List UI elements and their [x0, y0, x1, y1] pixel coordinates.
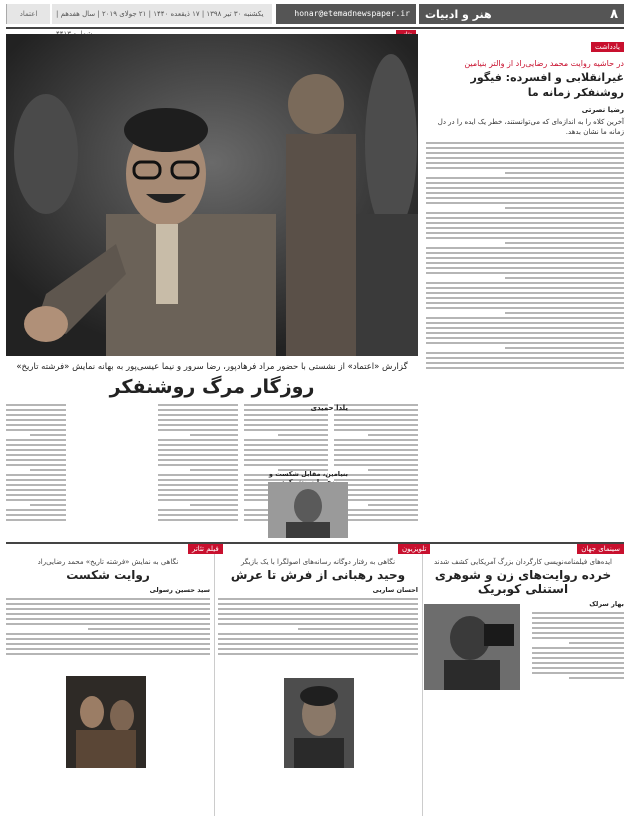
text-line	[426, 257, 624, 259]
text-line	[334, 439, 418, 441]
text-line	[532, 657, 624, 659]
stage-photo	[66, 676, 146, 768]
text-line	[532, 612, 624, 614]
text-line	[190, 469, 238, 471]
header-rule	[6, 27, 624, 29]
text-line	[218, 623, 418, 625]
text-line	[244, 429, 328, 431]
text-line	[6, 519, 66, 521]
text-line	[426, 292, 624, 294]
main-story-subhead: گزارش «اعتماد» از نشستی با حضور مراد فرهادپور، رضا سرور و نیما عیسی‌پور به بهانه نمایش «فرشته تاریخ»	[16, 362, 408, 372]
bottom-story-2-author: احسان ساربی	[372, 586, 418, 594]
bottom-story-2	[218, 548, 418, 655]
text-line	[218, 613, 418, 615]
author-photo	[268, 482, 348, 538]
page-number: ۸	[610, 6, 618, 22]
bottom-rule	[6, 542, 624, 544]
text-line	[158, 474, 238, 476]
text-line	[6, 643, 210, 645]
text-line	[6, 494, 66, 496]
story-column-3	[158, 404, 238, 538]
bottom-story-1-tag: سینمای جهان	[577, 544, 624, 554]
text-line	[6, 424, 66, 426]
actor-photo	[284, 678, 354, 768]
text-line	[426, 337, 624, 339]
site-email[interactable]: honar@etemadnewspaper.ir	[276, 4, 416, 24]
text-line	[6, 444, 66, 446]
main-story-body	[6, 404, 418, 538]
text-line	[218, 643, 418, 645]
text-line	[426, 332, 624, 334]
text-line	[334, 444, 418, 446]
text-line	[6, 648, 210, 650]
text-line	[6, 459, 66, 461]
text-line	[6, 414, 66, 416]
text-line	[532, 637, 624, 639]
text-line	[158, 439, 238, 441]
right-column-title[interactable]: غیرانقلابی و افسرده: فیگور روشنفکر زمانه ما	[470, 71, 624, 99]
text-line	[426, 197, 624, 199]
bottom-story-1-author: بهار سرلک	[589, 600, 624, 608]
text-line	[426, 307, 624, 309]
text-line	[158, 424, 238, 426]
text-line	[426, 147, 624, 149]
text-line	[426, 297, 624, 299]
text-line	[426, 187, 624, 189]
text-line	[6, 598, 210, 600]
text-line	[30, 504, 66, 506]
text-line	[244, 449, 328, 451]
main-story-byline: یلدا حمیدی	[310, 404, 348, 412]
text-line	[6, 404, 66, 406]
text-line	[426, 362, 624, 364]
text-line	[218, 633, 418, 635]
text-line	[426, 142, 624, 144]
text-line	[505, 312, 624, 314]
bottom-story-1-body	[532, 612, 624, 679]
text-line	[158, 409, 238, 411]
text-line	[158, 479, 238, 481]
text-line	[426, 342, 624, 344]
text-line	[426, 262, 624, 264]
text-line	[426, 282, 624, 284]
text-line	[6, 449, 66, 451]
text-line	[505, 347, 624, 349]
text-line	[334, 424, 418, 426]
text-line	[6, 429, 66, 431]
text-line	[6, 489, 66, 491]
text-line	[6, 484, 66, 486]
right-column-body	[426, 142, 624, 369]
page-header	[6, 4, 624, 24]
text-line	[426, 357, 624, 359]
text-line	[298, 628, 418, 630]
text-line	[6, 419, 66, 421]
text-line	[426, 182, 624, 184]
text-line	[426, 177, 624, 179]
text-line	[6, 608, 210, 610]
text-line	[368, 469, 418, 471]
text-line	[30, 434, 66, 436]
text-line	[158, 459, 238, 461]
text-line	[368, 434, 418, 436]
text-line	[244, 444, 328, 446]
bottom-story-2-body	[218, 598, 418, 655]
text-line	[158, 499, 238, 501]
text-line	[426, 272, 624, 274]
right-column-kicker: در حاشیه روایت محمد رضایی‌راد از والتر بنیامین	[464, 59, 624, 68]
text-line	[6, 613, 210, 615]
section-title: هنر و ادبیات	[425, 7, 492, 21]
text-line	[244, 439, 328, 441]
column-divider	[214, 548, 215, 816]
text-line	[6, 409, 66, 411]
text-line	[30, 469, 66, 471]
text-line	[6, 623, 210, 625]
section-header	[419, 4, 624, 24]
newspaper-logo: اعتماد	[6, 4, 50, 24]
text-line	[190, 504, 238, 506]
text-line	[505, 207, 624, 209]
text-line	[158, 414, 238, 416]
text-line	[88, 628, 210, 630]
bottom-story-2-tag: تلویزیون	[398, 544, 430, 554]
text-line	[426, 317, 624, 319]
text-line	[244, 464, 328, 466]
text-line	[426, 252, 624, 254]
text-line	[6, 454, 66, 456]
text-line	[6, 603, 210, 605]
text-line	[426, 352, 624, 354]
text-line	[6, 633, 210, 635]
text-line	[158, 484, 238, 486]
text-line	[158, 404, 238, 406]
text-line	[426, 157, 624, 159]
text-line	[426, 367, 624, 369]
text-line	[244, 424, 328, 426]
text-line	[426, 192, 624, 194]
text-line	[6, 638, 210, 640]
text-line	[158, 519, 238, 521]
text-line	[218, 653, 418, 655]
text-line	[218, 648, 418, 650]
bottom-story-3-body	[6, 598, 210, 655]
text-line	[426, 302, 624, 304]
text-line	[368, 504, 418, 506]
text-line	[158, 444, 238, 446]
text-line	[244, 459, 328, 461]
bottom-story-3-kicker: نگاهی به نمایش «فرشته تاریخ» محمد رضایی‌راد	[37, 558, 179, 566]
bottom-story-1-kicker: ایده‌های فیلمنامه‌نویسی کارگردان بزرگ آمریکایی کشف شدند	[433, 558, 613, 566]
text-line	[426, 232, 624, 234]
text-line	[334, 429, 418, 431]
right-column-lead: آخرین کلاه را به اندازه‌ای که می‌توانستند، خطر یک ایده را در دل زمانه ما نشان بدهد.	[437, 118, 624, 136]
bottom-story-3-tag: فیلم تئاتر	[188, 544, 223, 554]
text-line	[334, 459, 418, 461]
text-line	[244, 414, 328, 416]
text-line	[218, 598, 418, 600]
text-line	[334, 454, 418, 456]
right-column	[426, 34, 624, 538]
text-line	[218, 638, 418, 640]
text-line	[218, 608, 418, 610]
text-line	[6, 464, 66, 466]
text-line	[505, 172, 624, 174]
text-line	[244, 454, 328, 456]
text-line	[6, 514, 66, 516]
text-line	[158, 429, 238, 431]
text-line	[334, 414, 418, 416]
text-line	[426, 162, 624, 164]
text-line	[6, 439, 66, 441]
text-line	[569, 642, 624, 644]
text-line	[6, 479, 66, 481]
text-line	[426, 267, 624, 269]
text-line	[426, 212, 624, 214]
text-line	[6, 474, 66, 476]
text-line	[532, 647, 624, 649]
bottom-story-3-title[interactable]: روایت شکست	[66, 568, 150, 582]
right-column-author: رضیا نصرتی	[581, 106, 624, 114]
text-line	[426, 237, 624, 239]
text-line	[426, 322, 624, 324]
text-line	[532, 617, 624, 619]
text-line	[158, 454, 238, 456]
text-line	[334, 419, 418, 421]
bottom-story-3	[6, 548, 210, 655]
issue-info: یکشنبه ۳۰ تیر ۱۳۹۸ | ۱۷ ذیقعده ۱۴۴۰ | ۲۱ جولای ۲۰۱۹ | سال هفدهم |	[52, 4, 272, 24]
text-line	[532, 667, 624, 669]
text-line	[158, 419, 238, 421]
text-line	[158, 449, 238, 451]
text-line	[158, 509, 238, 511]
hero-photo	[6, 34, 418, 356]
text-line	[426, 247, 624, 249]
bottom-story-3-author: سید حسین رسولی	[149, 586, 210, 594]
text-line	[158, 464, 238, 466]
column-divider	[422, 548, 423, 816]
text-line	[158, 494, 238, 496]
right-column-tag: یادداشت	[591, 42, 624, 52]
text-line	[158, 514, 238, 516]
text-line	[426, 202, 624, 204]
text-line	[6, 653, 210, 655]
text-line	[6, 618, 210, 620]
kubrick-photo	[424, 604, 520, 690]
bottom-story-2-kicker: نگاهی به رفتار دوگانه رسانه‌های اصولگرا با یک بازیگر	[240, 558, 396, 566]
text-line	[334, 464, 418, 466]
text-line	[218, 603, 418, 605]
text-line	[532, 622, 624, 624]
text-line	[532, 662, 624, 664]
text-line	[6, 509, 66, 511]
story-column-5	[6, 404, 66, 538]
text-line	[532, 672, 624, 674]
text-line	[569, 677, 624, 679]
text-line	[532, 652, 624, 654]
text-line	[244, 419, 328, 421]
text-line	[505, 242, 624, 244]
text-line	[426, 167, 624, 169]
text-line	[426, 152, 624, 154]
bottom-story-2-title[interactable]: وحید رهبانی از فرش تا عرش	[230, 568, 406, 582]
text-line	[278, 434, 328, 436]
text-line	[6, 499, 66, 501]
text-line	[426, 227, 624, 229]
bottom-story-1-title[interactable]: خرده روایت‌های زن و شوهری استنلی کوبریک	[434, 568, 612, 596]
text-line	[426, 222, 624, 224]
text-line	[505, 277, 624, 279]
text-line	[426, 217, 624, 219]
text-line	[334, 449, 418, 451]
text-line	[426, 287, 624, 289]
text-line	[426, 327, 624, 329]
text-line	[218, 618, 418, 620]
text-line	[532, 632, 624, 634]
text-line	[532, 627, 624, 629]
text-line	[158, 489, 238, 491]
main-story-headline[interactable]: روزگار مرگ روشنفکر	[109, 376, 315, 398]
text-line	[190, 434, 238, 436]
author-caption: بنیامین، مقابل شکست و	[268, 470, 348, 478]
